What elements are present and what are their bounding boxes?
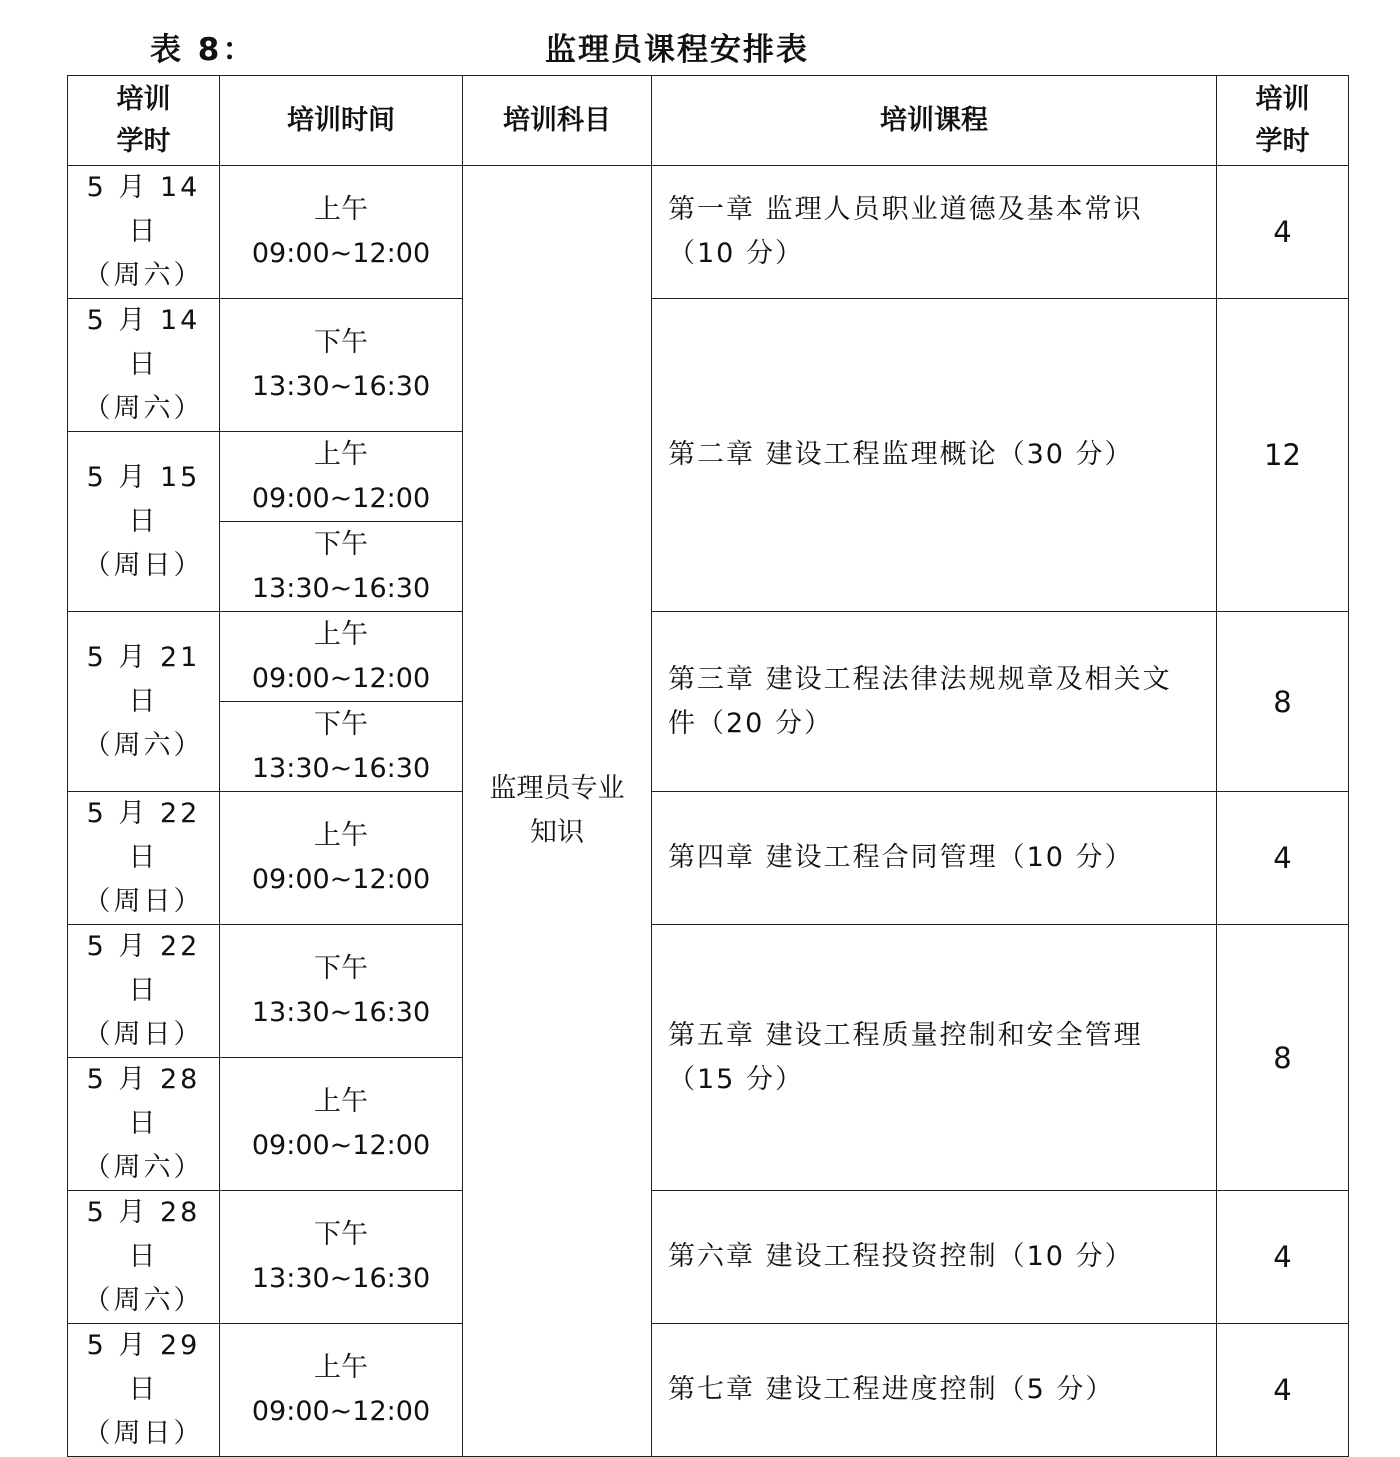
header-row bbox=[68, 76, 1349, 166]
hours-cell: 4 bbox=[1217, 1324, 1349, 1457]
date-cell: 5 月 28 日 （周六） bbox=[68, 1191, 220, 1324]
table-row bbox=[68, 612, 1349, 702]
session-cell: 下午 13:30~16:30 bbox=[220, 1191, 463, 1324]
table-row bbox=[68, 299, 1349, 432]
course-cell: 第二章 建设工程监理概论（30 分） bbox=[652, 299, 1217, 612]
session-cell: 上午 09:00~12:00 bbox=[220, 1058, 463, 1191]
table-row bbox=[68, 925, 1349, 1058]
session-cell: 下午 13:30~16:30 bbox=[220, 702, 463, 792]
table-title: 监理员课程安排表 bbox=[545, 32, 809, 68]
session-cell: 上午 09:00~12:00 bbox=[220, 1324, 463, 1457]
session-cell: 下午 13:30~16:30 bbox=[220, 925, 463, 1058]
session-cell: 下午 13:30~16:30 bbox=[220, 522, 463, 612]
header-hours-left: 培训 学时 bbox=[68, 76, 220, 166]
session-cell: 上午 09:00~12:00 bbox=[220, 612, 463, 702]
course-cell: 第三章 建设工程法律法规规章及相关文 件（20 分） bbox=[652, 612, 1217, 792]
subject-cell: 监理员专业 知识 bbox=[463, 166, 652, 1457]
hours-cell: 4 bbox=[1217, 1191, 1349, 1324]
table-row bbox=[68, 1324, 1349, 1457]
header-time: 培训时间 bbox=[220, 76, 463, 166]
table-row bbox=[68, 1191, 1349, 1324]
course-cell: 第五章 建设工程质量控制和安全管理 （15 分） bbox=[652, 925, 1217, 1191]
date-cell: 5 月 15 日 （周日） bbox=[68, 432, 220, 612]
date-cell: 5 月 21 日 （周六） bbox=[68, 612, 220, 792]
session-cell: 上午 09:00~12:00 bbox=[220, 792, 463, 925]
header-subject: 培训科目 bbox=[463, 76, 652, 166]
header-hours-right: 培训 学时 bbox=[1217, 76, 1349, 166]
course-cell: 第一章 监理人员职业道德及基本常识 （10 分） bbox=[652, 166, 1217, 299]
table-number: 表 8： bbox=[150, 32, 257, 68]
date-cell: 5 月 28 日 （周六） bbox=[68, 1058, 220, 1191]
header-course: 培训课程 bbox=[652, 76, 1217, 166]
hours-cell: 8 bbox=[1217, 612, 1349, 792]
date-cell: 5 月 29 日 （周日） bbox=[68, 1324, 220, 1457]
table-row bbox=[68, 792, 1349, 925]
schedule-table bbox=[67, 75, 1349, 1457]
hours-cell: 8 bbox=[1217, 925, 1349, 1191]
hours-cell: 4 bbox=[1217, 166, 1349, 299]
course-cell: 第六章 建设工程投资控制（10 分） bbox=[652, 1191, 1217, 1324]
date-cell: 5 月 14 日 （周六） bbox=[68, 166, 220, 299]
hours-cell: 4 bbox=[1217, 792, 1349, 925]
course-cell: 第四章 建设工程合同管理（10 分） bbox=[652, 792, 1217, 925]
table-row bbox=[68, 166, 1349, 299]
hours-cell: 12 bbox=[1217, 299, 1349, 612]
course-cell: 第七章 建设工程进度控制（5 分） bbox=[652, 1324, 1217, 1457]
date-cell: 5 月 22 日 （周日） bbox=[68, 792, 220, 925]
date-cell: 5 月 14 日 （周六） bbox=[68, 299, 220, 432]
session-cell: 下午 13:30~16:30 bbox=[220, 299, 463, 432]
session-cell: 上午 09:00~12:00 bbox=[220, 166, 463, 299]
date-cell: 5 月 22 日 （周日） bbox=[68, 925, 220, 1058]
session-cell: 上午 09:00~12:00 bbox=[220, 432, 463, 522]
